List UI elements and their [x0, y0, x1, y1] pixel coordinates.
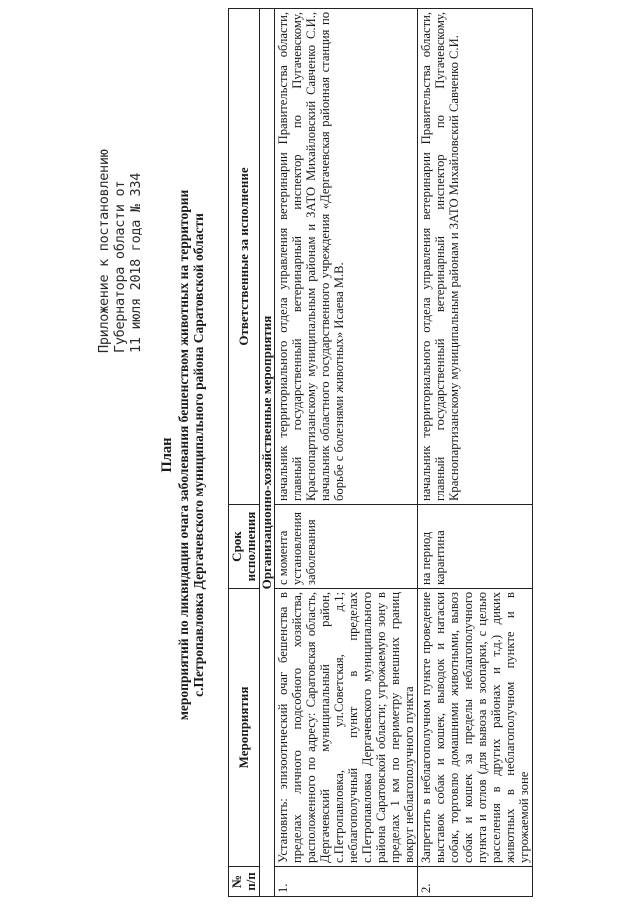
row-responsible: начальник территориального отдела управления ветеринарии Правительства области, главный государственный ветеринарный инспектор по Пугачевскому, Краснопартизанскому муниципальным районам и ЗАТО Михайловский Савченко С.И., начальник областного государственного учреждения «Дергачевская районная станция по борьбе с болезнями животных» Исаева М.В. — [275, 9, 418, 505]
appendix-line-1: Приложение к постановлению — [96, 149, 112, 353]
header-num: № п/п — [229, 867, 260, 897]
row-measure: Запретить в неблагополучном пункте проведение выставок собак и кошек, выводок и натаски собак, торговлю домашними животными, вывоз собак и кошек за пределы неблагополучного пункта и отлов (для вывоза в зоопарки, с целью расселения в других районах и т.д.) диких животных в неблагополучном пункте и в угрожаемой зоне — [418, 589, 533, 867]
table-header-row — [229, 9, 260, 897]
appendix-line-2: Губернатора области от — [112, 180, 128, 353]
row-measure: Установить: эпизоотический очаг бешенства в пределах личного подсобного хозяйства, расположенного по адресу: Саратовская область, Дергачевский муниципальный район, с.Петропавловка, ул.Советская, д.1; неблагополучный пункт в пределах с.Петропавловка Дергачевского муниципального района Саратовской области; угрожаемую зону в пределах 1 км по периметру внешних границ вокруг неблагополучного пункта — [275, 589, 418, 867]
row-term: с момента установления заболевания — [275, 505, 418, 589]
appendix-line-3: 11 июля 2018 года № 334 — [128, 172, 144, 353]
row-num: 1. — [275, 867, 418, 897]
title-word: План — [159, 437, 175, 473]
header-responsible: Ответственные за исполнение — [229, 9, 260, 505]
row-responsible: начальник территориального отдела управления ветеринарии Правительства области, главный государственный ветеринарный инспектор по Пугачевскому, Краснопартизанскому муниципальным районам и ЗАТО Михайловский Савченко С.И. — [418, 9, 533, 505]
row-term: на период карантина — [418, 505, 533, 589]
measures-table — [228, 8, 533, 897]
document-title — [160, 65, 206, 845]
section-row — [260, 9, 275, 897]
title-line-1: мероприятий по ликвидации очага заболевания бешенством животных на территории — [176, 189, 191, 721]
appendix-note — [96, 93, 144, 353]
table-row — [418, 9, 533, 897]
table-row — [275, 9, 418, 897]
header-term: Срок исполнения — [229, 505, 260, 589]
title-line-2: с.Петропавловка Дергачевского муниципального района Саратовской области — [191, 213, 206, 697]
header-measures: Мероприятия — [229, 589, 260, 867]
row-num: 2. — [418, 867, 533, 897]
section-title: Организационно-хозяйственные мероприятия — [260, 9, 275, 897]
